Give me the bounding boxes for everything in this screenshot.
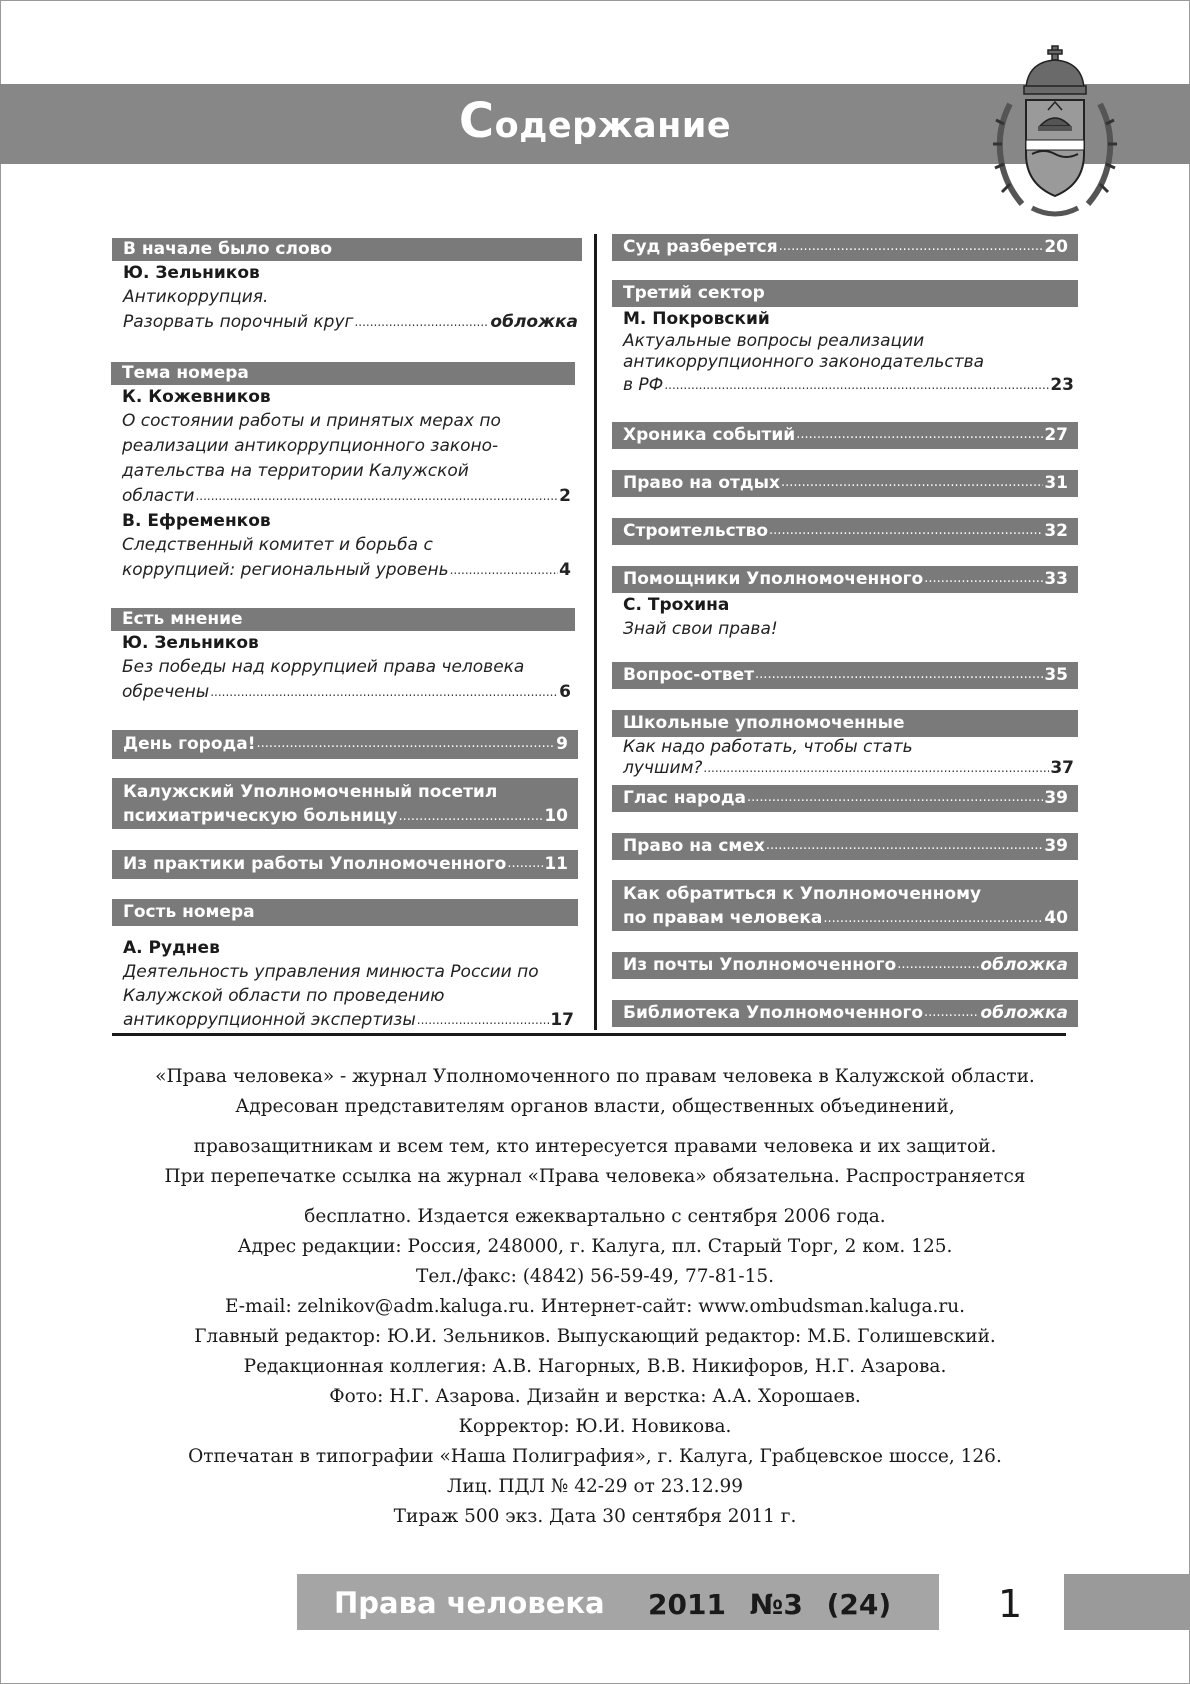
author-name: В. Ефременков (122, 511, 271, 531)
imprint-line: Тираж 500 экз. Дата 30 сентября 2011 г. (393, 1506, 797, 1527)
toc-entry[interactable]: области ..... 2 (111, 484, 575, 509)
toc-entry-bar[interactable]: Суд разберется ..... 20 (612, 234, 1078, 261)
imprint-line: Редакционная коллегия: А.В. Нагорных, В.В. Никифоров, Н.Г. Азарова. (243, 1356, 947, 1377)
article-title: Антикоррупция. (123, 287, 269, 307)
article-title: Без победы над коррупцией права человека (122, 657, 525, 677)
imprint-line: Отпечатан в типографии «Наша Полиграфия», г. Калуга, Грабцевское шоссе, 126. (188, 1446, 1002, 1467)
toc-section (112, 850, 578, 879)
toc-section (612, 280, 1078, 397)
toc-section (612, 422, 1078, 449)
issue-number: 2011 №3 (24) (648, 1588, 892, 1621)
toc-entry[interactable]: коррупцией: региональный уровень ..... 4 (111, 558, 575, 583)
imprint-line: Главный редактор: Ю.И. Зельников. Выпускающий редактор: М.Б. Голишевский. (194, 1326, 996, 1347)
article-title: Как надо работать, чтобы стать (623, 737, 913, 757)
imprint-line: Лиц. ПДЛ № 42-29 от 23.12.99 (446, 1476, 744, 1497)
corner-band (1064, 1574, 1190, 1630)
page-title: Содержание (458, 93, 732, 149)
toc-entry-bar[interactable]: Вопрос-ответ ..... 35 (612, 662, 1078, 689)
article-title: Следственный комитет и борьба с (122, 535, 433, 555)
column-divider (594, 234, 597, 1030)
section-bar[interactable]: Третий сектор (612, 280, 1078, 307)
page-ref: 4 (559, 560, 571, 580)
page-ref: 2 (559, 486, 571, 506)
imprint-line: Адресован представителям органов власти, общественных объединений, (235, 1096, 955, 1117)
page-ref: обложка (980, 1003, 1068, 1023)
section-bar[interactable]: Есть мнение (111, 608, 575, 631)
toc-entry[interactable]: лучшим? ..... 37 (612, 758, 1078, 779)
page-ref: обложка (980, 955, 1068, 975)
author-name: К. Кожевников (122, 387, 271, 407)
section-bar[interactable]: Тема номера (111, 362, 575, 385)
page-ref: 20 (1044, 237, 1068, 257)
toc-entry-bar[interactable]: Глас народа ..... 39 (612, 785, 1078, 812)
article-title: О состоянии работы и принятых мерах по (122, 411, 501, 431)
article-title: Актуальные вопросы реализации (623, 331, 925, 351)
toc-section (612, 234, 1078, 261)
imprint-line: При перепечатке ссылка на журнал «Права человека» обязательна. Распространяется (164, 1166, 1026, 1187)
toc-entry-bar[interactable]: Из практики работы Уполномоченного ..... 11 (112, 850, 578, 879)
toc-entry-bar[interactable]: Помощники Уполномоченного ..... 33 (612, 566, 1078, 593)
toc-section (111, 608, 575, 705)
author-name: М. Покровский (623, 309, 770, 329)
toc-entry-bar[interactable]: Право на смех ..... 39 (612, 833, 1078, 860)
toc-entry-bar[interactable]: День города! ..... 9 (112, 730, 578, 759)
toc-section (612, 952, 1078, 979)
page-ref: 17 (550, 1010, 574, 1030)
toc-entry-bar[interactable]: Как обратиться к Уполномоченному по правам человека ..... 40 (612, 880, 1078, 931)
page-ref: 40 (1044, 908, 1068, 928)
section-bar[interactable]: Гость номера (112, 899, 578, 926)
imprint-line: бесплатно. Издается ежеквартально с сентября 2006 года. (304, 1206, 886, 1227)
page-ref: 35 (1044, 665, 1068, 685)
toc-section (612, 662, 1078, 689)
page-ref: 10 (544, 806, 568, 826)
imprint (0, 1062, 1190, 1532)
toc-section (612, 470, 1078, 497)
bottom-rule (112, 1033, 1066, 1036)
section-bar[interactable]: Школьные уполномоченные (612, 710, 1078, 737)
imprint-line: «Права человека» - журнал Уполномоченного по правам человека в Калужской области. (155, 1066, 1035, 1087)
toc-entry-bar[interactable]: Из почты Уполномоченного ..... обложка (612, 952, 1078, 979)
toc-section (612, 880, 1078, 931)
toc-entry[interactable]: обречены ..... 6 (111, 680, 575, 705)
toc-entry[interactable]: Разорвать порочный круг ..... обложка (112, 310, 582, 335)
toc-section (112, 730, 578, 759)
toc-section (112, 778, 578, 829)
toc-entry[interactable]: в РФ ..... 23 (612, 373, 1078, 397)
page-ref: 9 (556, 734, 568, 754)
imprint-line: E-mail: zelnikov@adm.kaluga.ru. Интернет-сайт: www.ombudsman.kaluga.ru. (224, 1296, 966, 1317)
journal-name: Права человека (334, 1586, 605, 1620)
imprint-line: Фото: Н.Г. Азарова. Дизайн и верстка: А.А. Хорошаев. (329, 1386, 861, 1407)
toc-entry-bar[interactable]: Хроника событий ..... 27 (612, 422, 1078, 449)
article-title: антикоррупционного законодательства (623, 352, 985, 372)
page-ref: 37 (1050, 758, 1074, 778)
author-name: С. Трохина (623, 595, 730, 615)
page-ref: 32 (1044, 521, 1068, 541)
page-number: 1 (998, 1582, 1023, 1626)
author-name: А. Руднев (123, 938, 220, 958)
article-title: реализации антикоррупционного законо- (122, 436, 499, 456)
toc-section (612, 833, 1078, 860)
author-name: Ю. Зельников (122, 633, 259, 653)
author-name: Ю. Зельников (123, 263, 260, 283)
toc-section (612, 1000, 1078, 1027)
kaluga-coat-of-arms-icon (992, 44, 1118, 220)
toc-section (112, 899, 578, 1032)
article-title: Калужской области по проведению (123, 986, 445, 1006)
article-title: дательства на территории Калужской (122, 461, 469, 481)
page-ref: 23 (1050, 375, 1074, 395)
imprint-line: правозащитникам и всем тем, кто интересуется правами человека и их защитой. (193, 1136, 997, 1157)
toc-section (612, 710, 1078, 779)
toc-entry-bar[interactable]: Строительство ..... 32 (612, 518, 1078, 545)
toc-section (612, 785, 1078, 812)
article-title: Знай свои права! (623, 619, 778, 639)
imprint-line: Корректор: Ю.И. Новикова. (458, 1416, 732, 1437)
toc-section (612, 518, 1078, 545)
page-ref: обложка (490, 312, 578, 332)
toc-section (612, 566, 1078, 642)
toc-entry-bar[interactable]: Библиотека Уполномоченного ..... обложка (612, 1000, 1078, 1027)
article-title: Деятельность управления минюста России по (123, 962, 539, 982)
page-ref: 27 (1044, 425, 1068, 445)
toc-entry[interactable]: антикоррупционной экспертизы ..... 17 (112, 1008, 578, 1032)
page-ref: 11 (544, 854, 568, 874)
toc-entry-bar[interactable]: Право на отдых ..... 31 (612, 470, 1078, 497)
page-ref: 39 (1044, 788, 1068, 808)
page-ref: 33 (1044, 569, 1068, 589)
toc-section (112, 238, 582, 335)
toc-entry-bar[interactable]: Калужский Уполномоченный посетил психиатрическую больницу ..... 10 (112, 778, 578, 829)
section-bar[interactable]: В начале было слово (112, 238, 582, 261)
page-ref: 31 (1044, 473, 1068, 493)
toc-section (111, 362, 575, 583)
imprint-line: Адрес редакции: Россия, 248000, г. Калуга, пл. Старый Торг, 2 ком. 125. (237, 1236, 953, 1257)
page-ref: 6 (559, 682, 571, 702)
imprint-line: Тел./факс: (4842) 56-59-49, 77-81-15. (416, 1266, 774, 1287)
page-ref: 39 (1044, 836, 1068, 856)
